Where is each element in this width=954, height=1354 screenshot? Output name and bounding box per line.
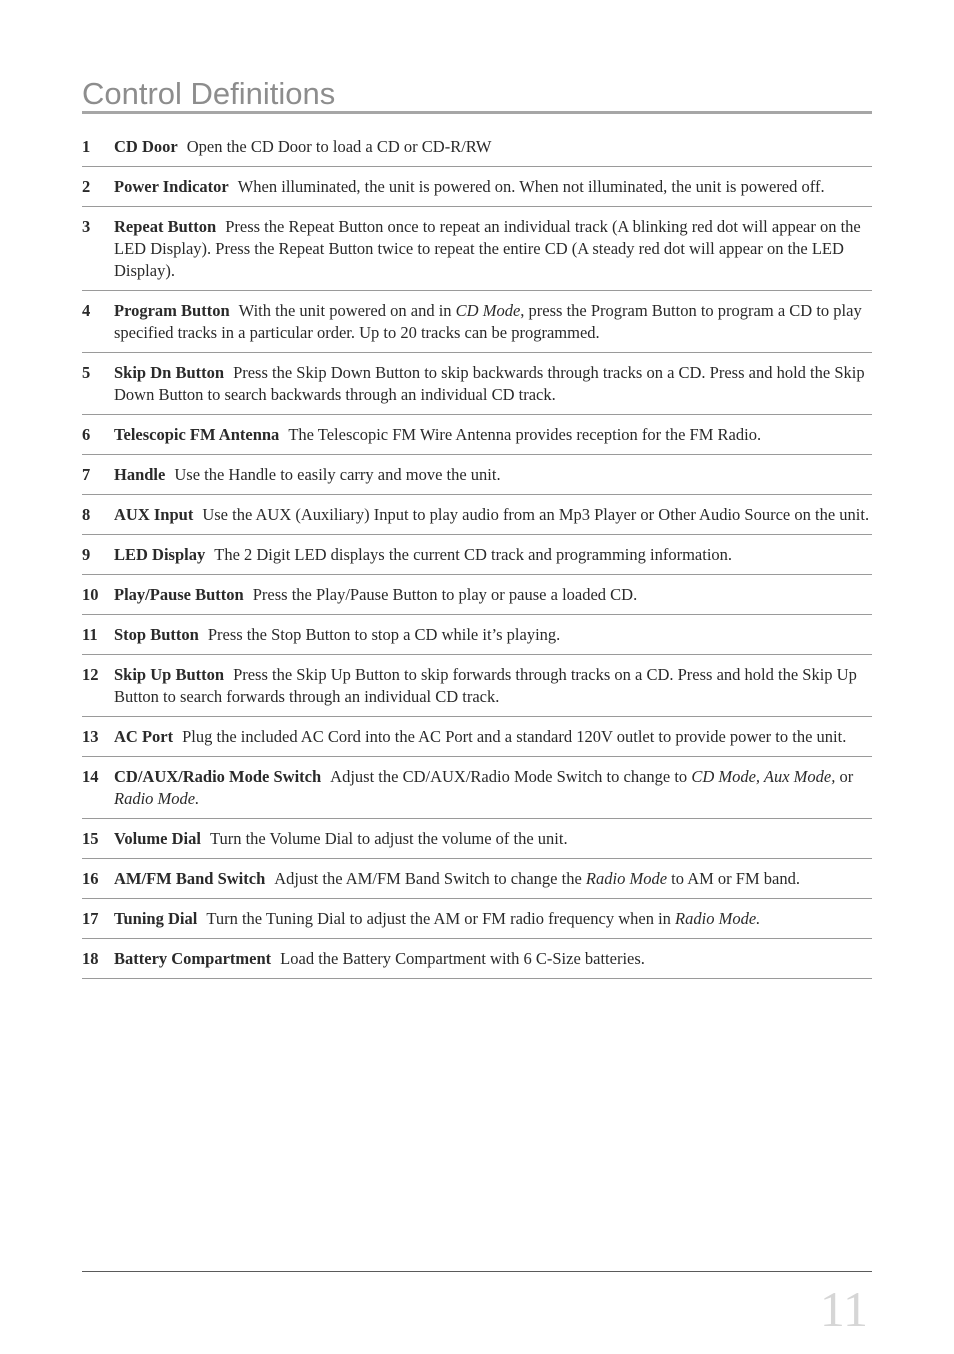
- definition-row: [82, 167, 872, 207]
- definition-number: 5: [82, 363, 91, 382]
- definition-description: Use the AUX (Auxiliary) Input to play audio from an Mp3 Player or Other Audio Source on the unit.: [202, 505, 870, 524]
- definition-number: 11: [82, 625, 98, 644]
- definition-description: Press the Stop Button to stop a CD while it’s playing.: [207, 625, 561, 644]
- definition-description: The 2 Digit LED displays the current CD track and programming information.: [214, 545, 733, 564]
- definition-term: Program Button: [114, 301, 230, 320]
- definition-text: [114, 504, 872, 526]
- definition-term: Telescopic FM Antenna: [114, 425, 280, 444]
- definition-text: [114, 664, 872, 708]
- definition-description: Open the CD Door to load a CD or CD-R/RW: [186, 137, 492, 156]
- definition-description: Press the Skip Up Button to skip forwards through tracks on a CD. Press and hold the Skip Up Button to search forwards through an individual CD track.: [114, 665, 857, 706]
- definition-row: [82, 291, 872, 353]
- definition-number: 2: [82, 177, 91, 196]
- definition-row: [82, 535, 872, 575]
- definition-emphasis: Radio Mode: [585, 869, 668, 888]
- definition-term: Repeat Button: [114, 217, 217, 236]
- definition-row: [82, 859, 872, 899]
- definition-row: [82, 939, 872, 979]
- definition-text: [114, 136, 872, 158]
- definition-emphasis: CD Mode: [455, 301, 521, 320]
- definition-description: Adjust the AM/FM Band Switch to change the: [274, 869, 586, 888]
- definition-text: [114, 908, 872, 930]
- definition-number: 18: [82, 949, 99, 968]
- definition-emphasis: CD Mode, Aux Mode,: [691, 767, 836, 786]
- definition-text: [114, 584, 872, 606]
- definition-number: 9: [82, 545, 91, 564]
- definition-term: Power Indicator: [114, 177, 229, 196]
- definition-term: Volume Dial: [114, 829, 201, 848]
- definition-description: Press the Skip Down Button to skip backwards through tracks on a CD. Press and hold the Skip Down Button to search backwards through an individual CD track.: [114, 363, 865, 404]
- definition-number: 7: [82, 465, 91, 484]
- definition-description: With the unit powered on and in: [238, 301, 456, 320]
- definition-number: 6: [82, 425, 91, 444]
- definition-description: Turn the Volume Dial to adjust the volume of the unit.: [209, 829, 568, 848]
- definition-row: [82, 127, 872, 167]
- definition-term: CD/AUX/Radio Mode Switch: [114, 767, 322, 786]
- definition-description: or: [835, 767, 854, 786]
- definition-description: Press the Play/Pause Button to play or pause a loaded CD.: [252, 585, 638, 604]
- definition-term: Tuning Dial: [114, 909, 198, 928]
- definition-number: 13: [82, 727, 99, 746]
- definition-description: Turn the Tuning Dial to adjust the AM or FM radio frequency when in: [206, 909, 676, 928]
- definition-row: [82, 495, 872, 535]
- definition-text: [114, 464, 872, 486]
- definition-row: [82, 615, 872, 655]
- definition-term: AUX Input: [114, 505, 194, 524]
- definition-number: 16: [82, 869, 99, 888]
- definition-term: CD Door: [114, 137, 178, 156]
- definition-description: The Telescopic FM Wire Antenna provides reception for the FM Radio.: [288, 425, 762, 444]
- definition-term: Play/Pause Button: [114, 585, 244, 604]
- definition-description: Press the Repeat Button once to repeat an individual track (A blinking red dot will appear on the LED Display). Press the Repeat Button twice to repeat the entire CD (A steady red dot will appear on the LED Display).: [114, 217, 861, 280]
- definition-row: [82, 819, 872, 859]
- definition-description: , press the Program Button to program a CD to play specified tracks in a particular order. Up to 20 tracks can be programmed.: [114, 301, 862, 342]
- definition-emphasis: Radio Mode.: [114, 789, 200, 808]
- definition-row: [82, 575, 872, 615]
- definition-row: [82, 757, 872, 819]
- definition-number: 15: [82, 829, 99, 848]
- definition-text: [114, 868, 872, 890]
- definition-text: [114, 948, 872, 970]
- definition-term: LED Display: [114, 545, 206, 564]
- definition-description: Use the Handle to easily carry and move the unit.: [174, 465, 501, 484]
- definition-term: Skip Up Button: [114, 665, 225, 684]
- definition-term: Skip Dn Button: [114, 363, 225, 382]
- definition-row: [82, 455, 872, 495]
- definition-number: 17: [82, 909, 99, 928]
- definition-row: [82, 655, 872, 717]
- definition-row: [82, 207, 872, 291]
- definition-description: Load the Battery Compartment with 6 C-Size batteries.: [280, 949, 645, 968]
- page-number: 11: [819, 1281, 868, 1337]
- definition-number: 8: [82, 505, 91, 524]
- definitions-list: [82, 127, 872, 979]
- definition-emphasis: Radio Mode.: [675, 909, 761, 928]
- definition-term: AM/FM Band Switch: [114, 869, 266, 888]
- definition-row: [82, 717, 872, 757]
- definition-number: 14: [82, 767, 99, 786]
- definition-text: [114, 828, 872, 850]
- definition-row: [82, 415, 872, 455]
- definition-description: Adjust the CD/AUX/Radio Mode Switch to change to: [330, 767, 692, 786]
- page-title: Control Definitions: [82, 76, 336, 111]
- definition-number: 4: [82, 301, 91, 320]
- definition-text: [114, 766, 872, 810]
- definition-number: 10: [82, 585, 99, 604]
- definition-description: Plug the included AC Cord into the AC Port and a standard 120V outlet to provide power to the unit.: [182, 727, 847, 746]
- definition-term: Handle: [114, 465, 166, 484]
- definition-number: 1: [82, 137, 91, 156]
- definition-text: [114, 624, 872, 646]
- definition-row: [82, 353, 872, 415]
- definition-text: [114, 726, 872, 748]
- definition-description: When illuminated, the unit is powered on. When not illuminated, the unit is powered off.: [237, 177, 825, 196]
- definition-text: [114, 300, 872, 344]
- definition-text: [114, 424, 872, 446]
- definition-term: Stop Button: [114, 625, 199, 644]
- definition-term: AC Port: [114, 727, 174, 746]
- definition-text: [114, 362, 872, 406]
- definition-text: [114, 544, 872, 566]
- title-divider: [82, 111, 872, 114]
- definition-number: 12: [82, 665, 99, 684]
- footer-divider: [82, 1271, 872, 1272]
- definition-number: 3: [82, 217, 91, 236]
- definition-term: Battery Compartment: [114, 949, 272, 968]
- definition-text: [114, 216, 872, 282]
- definition-description: to AM or FM band.: [667, 869, 800, 888]
- definition-text: [114, 176, 872, 198]
- definition-row: [82, 899, 872, 939]
